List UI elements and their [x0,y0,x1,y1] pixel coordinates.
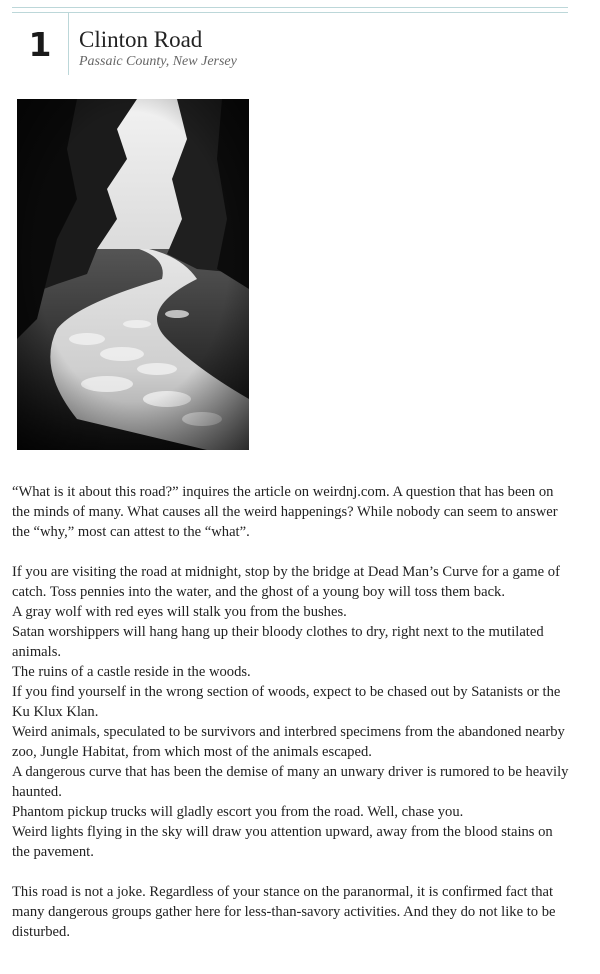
list-item: Weird animals, speculated to be survivors and interbred specimens from the abandoned nearby zoo, Jungle Habitat, from which most of the animals escaped. [12,724,565,760]
location-subtitle: Passaic County, New Jersey [79,54,237,69]
closing-paragraph: This road is not a joke. Regardless of your stance on the paranormal, it is confirmed fact that many dangerous groups gather here for less-than-savory activities. And they do not like to be disturbed. [12,884,556,940]
top-rule [12,7,568,13]
list-item: If you find yourself in the wrong section of woods, expect to be chased out by Satanists or the Ku Klux Klan. [12,684,561,720]
page-title: Clinton Road [79,27,203,52]
rank-number: 1 [12,13,69,75]
list-item: Satan worshippers will hang hang up their bloody clothes to dry, right next to the mutilated animals. [12,624,544,660]
list-item: Weird lights flying in the sky will draw you attention upward, away from the blood stains on the pavement. [12,824,553,860]
list-item: If you are visiting the road at midnight, stop by the bridge at Dead Man’s Curve for a game of catch. Toss pennies into the water, and the ghost of a young boy will toss them back. [12,564,560,600]
road-photo [17,99,249,450]
list-item: A gray wolf with red eyes will stalk you from the bushes. [12,604,347,620]
article-body [12,482,572,942]
list-item: A dangerous curve that has been the demise of many an unwary driver is rumored to be heavily haunted. [12,764,569,800]
intro-paragraph: “What is it about this road?” inquires the article on weirdnj.com. A question that has been on the minds of many. What causes all the weird happenings? While nobody can seem to answer the “why,” most can attest to the “what”. [12,484,558,540]
list-item: The ruins of a castle reside in the woods. [12,664,251,680]
list-item: Phantom pickup trucks will gladly escort you from the road. Well, chase you. [12,804,464,820]
